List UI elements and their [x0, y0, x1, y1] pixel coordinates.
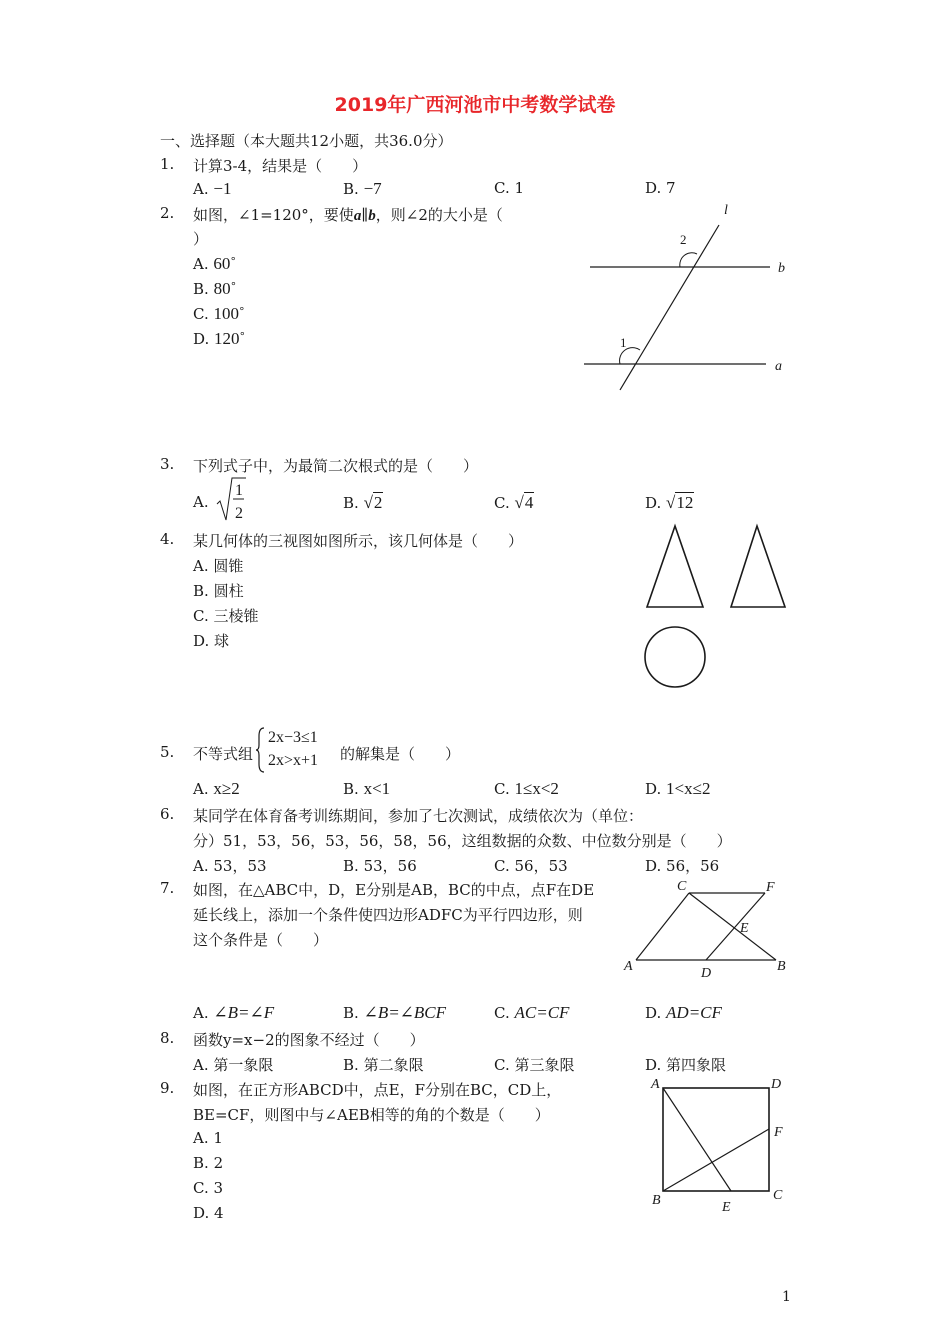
- q5-number: 5.: [160, 743, 175, 761]
- q7-stem-line1: 如图，在△ABC中，D，E分别是AB，BC的中点，点F在DE: [193, 881, 595, 899]
- q4-option-d: D. 球: [193, 632, 230, 650]
- q6-option-d: D. 56，56: [645, 857, 720, 875]
- q1-option-c: C. 1: [494, 179, 525, 197]
- q6-stem-line1: 某同学在体育备考训练期间，参加了七次测试，成绩依次为（单位：: [193, 807, 644, 825]
- q7-label-c: C: [677, 879, 687, 894]
- q3-option-b: B. √2: [343, 493, 383, 512]
- q9-label-e: E: [722, 1200, 731, 1215]
- q1-number: 1.: [160, 155, 175, 173]
- q3-option-c: C. √4: [494, 493, 534, 512]
- q7-label-f: F: [766, 880, 775, 895]
- q9-label-a: A: [651, 1077, 660, 1092]
- q6-option-b: B. 53，56: [343, 857, 417, 875]
- q1-option-b: B. −7: [343, 179, 382, 198]
- q6-option-c: C. 56，53: [494, 857, 568, 875]
- q6-number: 6.: [160, 805, 175, 823]
- q7-option-a: A. ∠B=∠F: [193, 1003, 275, 1022]
- q2-option-a: A. 60˚: [193, 254, 237, 273]
- q2-number: 2.: [160, 204, 175, 222]
- q7-number: 7.: [160, 879, 175, 897]
- q5-option-a: A. x≥2: [193, 779, 240, 798]
- q8-option-c: C. 第三象限: [494, 1056, 575, 1074]
- q2-label-angle2: 2: [680, 232, 687, 247]
- q7-label-d: D: [701, 966, 712, 981]
- q2-label-b: b: [778, 261, 785, 276]
- q9-square-abcd: [663, 1088, 769, 1191]
- q9-option-c: C. 3: [193, 1179, 224, 1197]
- page-title: 2019年广西河池市中考数学试卷: [334, 94, 616, 116]
- q9-stem-line2: BE=CF，则图中与∠AEB相等的角的个数是（ ）: [193, 1106, 550, 1124]
- q8-option-b: B. 第二象限: [343, 1056, 424, 1074]
- q4-stem: 某几何体的三视图如图所示，该几何体是（ ）: [193, 532, 524, 550]
- q9-label-c: C: [773, 1188, 783, 1203]
- q3-option-a-denominator: 2: [235, 505, 243, 522]
- section-heading: 一、选择题（本大题共12小题，共36.0分）: [160, 132, 453, 150]
- q2-option-c: C. 100˚: [193, 304, 245, 323]
- q4-option-a: A. 圆锥: [193, 557, 244, 575]
- q1-stem: 计算3-4，结果是（ ）: [193, 157, 368, 175]
- q9-segment-bf: [663, 1129, 769, 1191]
- q5-option-b: B. x<1: [343, 779, 391, 798]
- q8-stem: 函数y=x−2的图象不经过（ ）: [193, 1031, 425, 1049]
- q8-number: 8.: [160, 1029, 175, 1047]
- q5-option-d: D. 1<x≤2: [645, 779, 711, 798]
- q2-label-a: a: [775, 359, 782, 374]
- q9-segment-ae: [663, 1088, 731, 1191]
- q2-stem-close: ）: [193, 230, 209, 248]
- q2-stem: 如图，∠1=120°，要使a∥b，则∠2的大小是（: [193, 206, 503, 224]
- q5-inequality-1: 2x−3≤1: [268, 729, 318, 746]
- q7-stem-line2: 延长线上，添加一个条件使四边形ADFC为平行四边形，则: [193, 906, 583, 924]
- q2-label-l: l: [724, 203, 728, 218]
- q5-stem-post: 的解集是（ ）: [340, 745, 461, 763]
- q9-stem-line1: 如图，在正方形ABCD中，点E，F分别在BC，CD上，: [193, 1081, 562, 1099]
- q1-option-a: A. −1: [193, 179, 232, 198]
- q4-option-c: C. 三棱锥: [193, 607, 259, 625]
- q7-stem-line3: 这个条件是（ ）: [193, 931, 329, 949]
- q3-stem: 下列式子中，为最简二次根式的是（ ）: [193, 457, 479, 475]
- q9-number: 9.: [160, 1079, 175, 1097]
- q5-inequality-2: 2x>x+1: [268, 752, 319, 769]
- q7-label-e: E: [740, 921, 749, 936]
- q6-option-a: A. 53，53: [193, 857, 267, 875]
- q2-option-d: D. 120˚: [193, 329, 246, 348]
- q2-option-b: B. 80˚: [193, 279, 237, 298]
- q7-option-d: D. AD=CF: [645, 1003, 722, 1022]
- q8-option-d: D. 第四象限: [645, 1056, 727, 1074]
- q9-label-f: F: [774, 1125, 783, 1140]
- q3-option-d: D. √12: [645, 493, 694, 512]
- q7-option-b: B. ∠B=∠BCF: [343, 1003, 447, 1022]
- q7-label-a: A: [624, 959, 633, 974]
- q8-option-a: A. 第一象限: [193, 1056, 274, 1074]
- q6-stem-line2: 分）51，53，56，53，56，58，56，这组数据的众数、中位数分别是（ ）: [193, 832, 732, 850]
- q2-label-angle1: 1: [620, 335, 627, 350]
- q9-label-d: D: [771, 1077, 782, 1092]
- q5-stem-pre: 不等式组: [193, 745, 254, 763]
- page-number: 1: [782, 1289, 791, 1305]
- q9-option-d: D. 4: [193, 1204, 224, 1222]
- q7-label-b: B: [777, 959, 786, 974]
- q3-option-a-numerator: 1: [235, 482, 243, 499]
- q3-number: 3.: [160, 455, 175, 473]
- q7-option-c: C. AC=CF: [494, 1003, 570, 1022]
- q4-number: 4.: [160, 530, 175, 548]
- q1-option-d: D. 7: [645, 179, 676, 197]
- q4-option-b: B. 圆柱: [193, 582, 244, 600]
- q3-option-a-label: A.: [193, 493, 209, 511]
- q9-option-b: B. 2: [193, 1154, 224, 1172]
- q9-option-a: A. 1: [193, 1129, 223, 1147]
- q9-label-b: B: [652, 1193, 661, 1208]
- q5-option-c: C. 1≤x<2: [494, 779, 559, 798]
